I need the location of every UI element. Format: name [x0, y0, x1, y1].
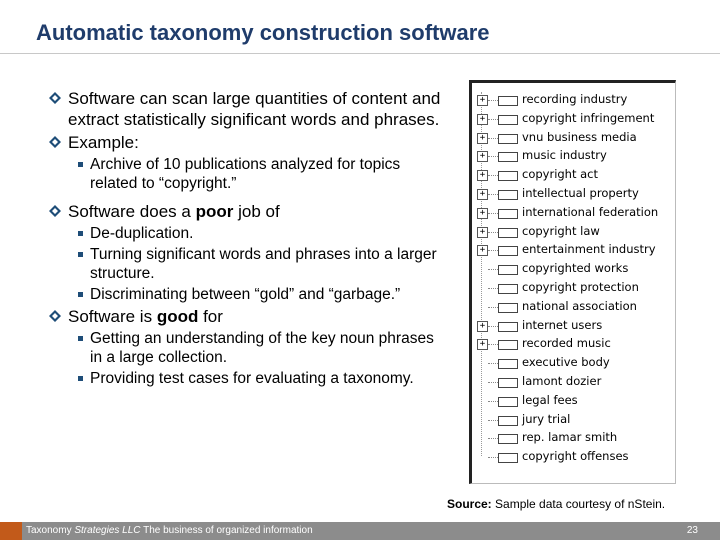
bullet-item: [48, 201, 448, 222]
expand-plus-icon[interactable]: +: [477, 151, 488, 162]
tree-node-label: copyright law: [522, 223, 600, 238]
sub-bullet-text: Discriminating between “gold” and “garbage.”: [90, 286, 401, 303]
sub-bullet-text: Turning significant words and phrases into a larger structure.: [90, 246, 437, 282]
tree-connector: [488, 326, 498, 327]
tree-node[interactable]: [472, 298, 672, 316]
tree-node-label: intellectual property: [522, 186, 639, 200]
tree-node[interactable]: [472, 448, 672, 466]
tree-node[interactable]: [472, 354, 672, 372]
tree-connector: [488, 307, 498, 308]
sub-bullet-item: [48, 369, 448, 388]
tree-connector: [488, 457, 498, 458]
tree-node-label: international federation: [522, 204, 659, 219]
tree-connector: [488, 438, 498, 439]
bullet-text: Example:: [68, 133, 139, 152]
sub-bullet-item: [48, 285, 448, 304]
sub-bullet-item: [48, 155, 448, 193]
footer-tagline: The business of organized information: [140, 525, 313, 536]
tree-node-label: executive body: [522, 355, 610, 370]
bullet-text-post: for: [198, 307, 223, 326]
bullet-text-pre: Software is: [68, 307, 157, 326]
tree-connector: [488, 250, 498, 251]
square-bullet-icon: [78, 376, 83, 381]
bullet-item: [48, 88, 448, 130]
tree-node[interactable]: [472, 241, 672, 259]
tree-node[interactable]: [472, 279, 672, 297]
tree-node-label: legal fees: [522, 392, 578, 407]
page-number: 23: [686, 525, 698, 536]
square-bullet-icon: [78, 252, 83, 257]
tree-node-label: recording industry: [522, 92, 628, 106]
bullet-text-bold: good: [156, 307, 199, 326]
tree-node[interactable]: [472, 166, 672, 184]
expand-plus-icon[interactable]: +: [477, 95, 488, 106]
sub-bullet-item: [48, 224, 448, 243]
expand-plus-icon[interactable]: +: [477, 321, 488, 332]
node-box-icon: [498, 434, 518, 444]
tree-connector: [488, 213, 498, 214]
tree-connector: [488, 100, 498, 101]
sub-bullet-text: Getting an understanding of the key noun phrases in a large collection.: [90, 330, 434, 366]
node-box-icon: [498, 416, 518, 426]
expand-plus-icon[interactable]: +: [477, 208, 488, 219]
diamond-bullet-icon: [48, 204, 62, 218]
tree-node-label: internet users: [522, 317, 603, 332]
tree-node[interactable]: [472, 411, 672, 429]
node-box-icon: [498, 134, 518, 144]
tree-node[interactable]: [472, 91, 672, 109]
tree-node-label: national association: [522, 298, 637, 313]
tree-node-label: copyright offenses: [522, 449, 629, 464]
tree-connector: [488, 232, 498, 233]
tree-node-label: copyright act: [522, 167, 599, 182]
bullet-text-bold: poor: [195, 202, 234, 221]
node-box-icon: [498, 190, 518, 200]
node-box-icon: [498, 209, 518, 219]
tree-node[interactable]: [472, 373, 672, 391]
square-bullet-icon: [78, 292, 83, 297]
square-bullet-icon: [78, 231, 83, 236]
expand-plus-icon[interactable]: +: [477, 339, 488, 350]
tree-node[interactable]: [472, 185, 672, 203]
sub-bullet-item: [48, 245, 448, 283]
node-box-icon: [498, 96, 518, 106]
node-box-icon: [498, 359, 518, 369]
footer-text: [26, 525, 313, 536]
tree-node[interactable]: [472, 204, 672, 222]
tree-connector: [488, 119, 498, 120]
footer-strategies: Strategies LLC: [74, 525, 141, 536]
source-note: [447, 497, 665, 511]
expand-plus-icon[interactable]: +: [477, 245, 488, 256]
tree-connector: [488, 420, 498, 421]
tree-node[interactable]: [472, 223, 672, 241]
tree-node[interactable]: [472, 147, 672, 165]
node-box-icon: [498, 246, 518, 256]
tree-connector: [488, 138, 498, 139]
node-box-icon: [498, 453, 518, 463]
expand-plus-icon[interactable]: +: [477, 227, 488, 238]
footer-bar: [0, 522, 720, 540]
node-box-icon: [498, 303, 518, 313]
tree-node-label: vnu business media: [522, 129, 637, 144]
sub-bullet-text: De-duplication.: [90, 225, 194, 242]
expand-plus-icon[interactable]: +: [477, 189, 488, 200]
tree-node[interactable]: [472, 335, 672, 353]
tree-connector: [488, 288, 498, 289]
sub-bullet-text: Providing test cases for evaluating a taxonomy.: [90, 370, 414, 387]
expand-plus-icon[interactable]: +: [477, 170, 488, 181]
tree-node-label: lamont dozier: [522, 374, 602, 388]
diamond-bullet-icon: [48, 309, 62, 323]
expand-plus-icon[interactable]: +: [477, 133, 488, 144]
tree-connector: [488, 156, 498, 157]
source-text: Sample data courtesy of nStein.: [491, 497, 666, 511]
node-box-icon: [498, 265, 518, 275]
tree-connector: [488, 175, 498, 176]
tree-node-label: copyrighted works: [522, 261, 629, 276]
diamond-bullet-icon: [48, 91, 62, 105]
node-box-icon: [498, 322, 518, 332]
expand-plus-icon[interactable]: +: [477, 114, 488, 125]
square-bullet-icon: [78, 162, 83, 167]
tree-node[interactable]: [472, 110, 672, 128]
tree-node[interactable]: [472, 392, 672, 410]
square-bullet-icon: [78, 336, 83, 341]
tree-connector: [488, 344, 498, 345]
taxonomy-tree-view[interactable]: [469, 80, 676, 484]
bullet-item: [48, 306, 448, 327]
tree-node-label: entertainment industry: [522, 242, 656, 257]
tree-node-label: copyright infringement: [522, 110, 655, 125]
node-box-icon: [498, 378, 518, 388]
tree-node[interactable]: [472, 260, 672, 278]
node-box-icon: [498, 340, 518, 350]
tree-node[interactable]: [472, 429, 672, 447]
tree-node-label: rep. lamar smith: [522, 430, 618, 445]
sub-bullet-text: Archive of 10 publications analyzed for topics related to “copyright.”: [90, 156, 401, 192]
tree-node[interactable]: [472, 317, 672, 335]
bullet-text-post: job of: [233, 202, 280, 221]
source-label: Source:: [447, 497, 492, 511]
node-box-icon: [498, 152, 518, 162]
node-box-icon: [498, 115, 518, 125]
tree-connector: [488, 382, 498, 383]
bullet-text: Software can scan large quantities of content and extract statistically significant words and phrases.: [68, 89, 441, 129]
tree-connector: [488, 401, 498, 402]
tree-connector: [488, 194, 498, 195]
sub-bullet-item: [48, 329, 448, 367]
tree-connector: [488, 269, 498, 270]
tree-node[interactable]: [472, 129, 672, 147]
node-box-icon: [498, 284, 518, 294]
slide-title: Automatic taxonomy construction software: [36, 20, 490, 45]
bullet-text-pre: Software does a: [68, 202, 196, 221]
bullet-item: [48, 132, 448, 153]
node-box-icon: [498, 397, 518, 407]
node-box-icon: [498, 171, 518, 181]
title-divider: [0, 53, 720, 54]
tree-node-label: recorded music: [522, 336, 611, 351]
diamond-bullet-icon: [48, 135, 62, 149]
tree-node-label: music industry: [522, 148, 607, 163]
company-logo-icon: [0, 522, 22, 540]
tree-connector: [488, 363, 498, 364]
bullet-list: [48, 88, 448, 390]
footer-company: Taxonomy: [26, 525, 75, 536]
node-box-icon: [498, 228, 518, 238]
tree-node-label: copyright protection: [522, 280, 639, 294]
tree-node-label: jury trial: [522, 411, 571, 426]
